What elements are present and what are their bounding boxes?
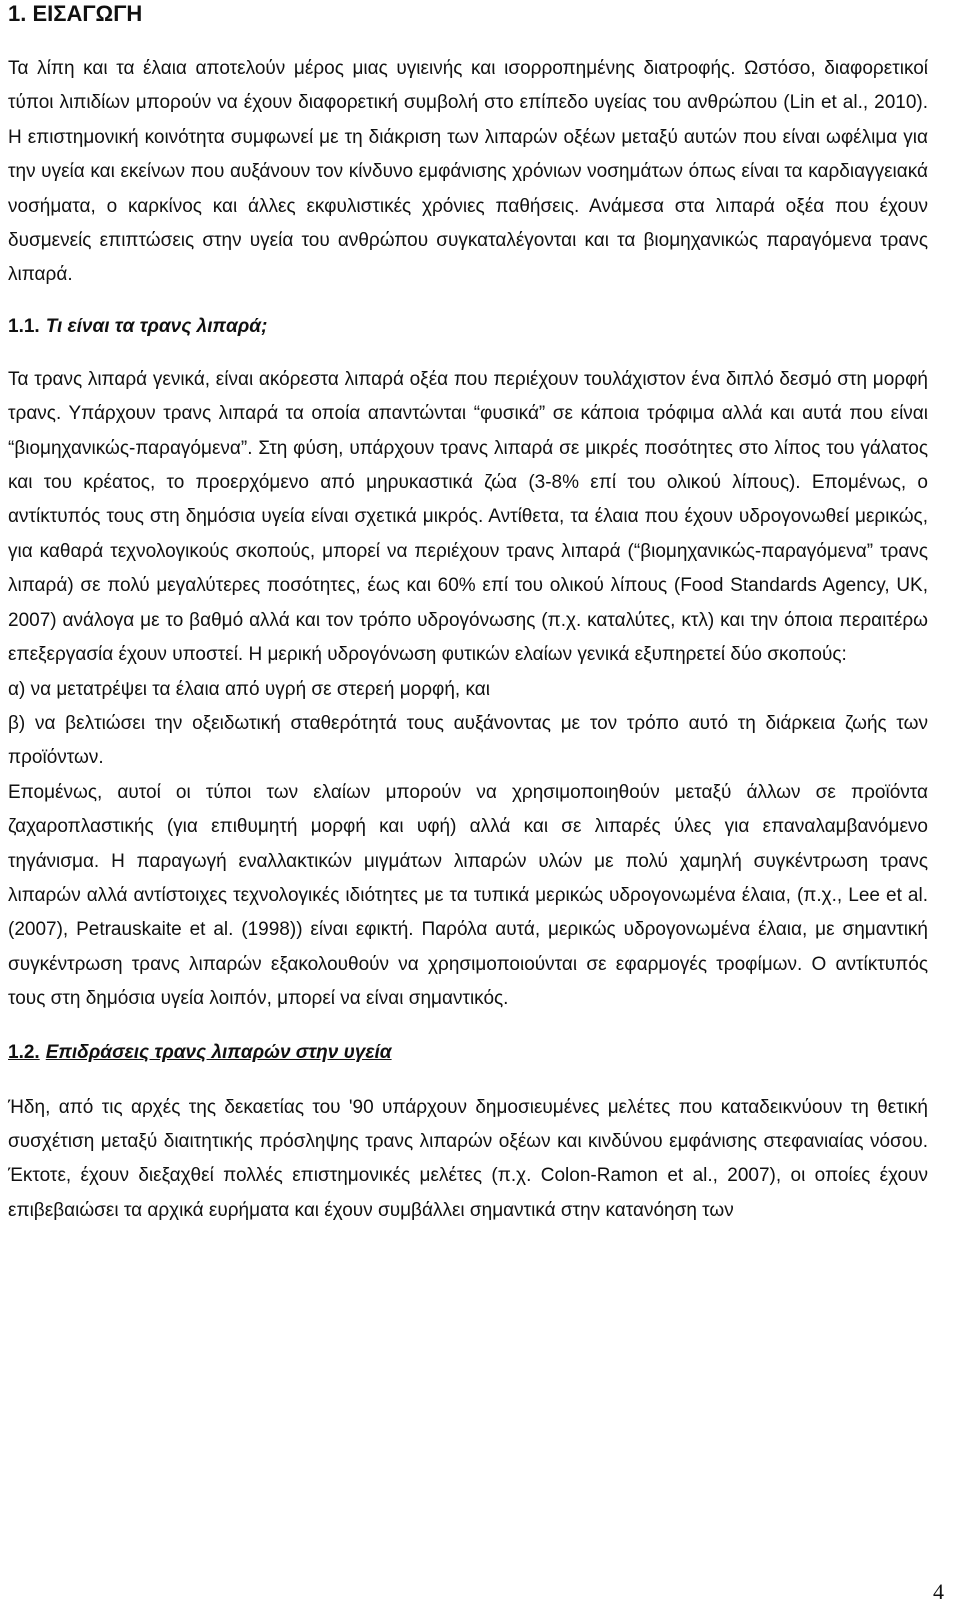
subsection-2-number: 1.2. (8, 1041, 40, 1063)
subsection-2-title: Επιδράσεις τρανς λιπαρών στην υγεία (45, 1041, 392, 1063)
section-heading: 1. ΕΙΣΑΓΩΓΗ (8, 1, 143, 26)
subsection-1-item-b: β) να βελτιώσει την οξειδωτική σταθερότητά τους αυξάνοντας με τον τρόπο αυτό τη διάρκεια ζωής των προϊόντων. (8, 712, 928, 769)
page-number: 4 (933, 1579, 944, 1604)
intro-paragraph: Τα λίπη και τα έλαια αποτελούν μέρος μιας υγιεινής και ισορροπημένης διατροφής. Ωστόσο, διαφορετικοί τύποι λιπιδίων μπορούν να έχουν διαφορετική συμβολή στο επίπεδο υγείας του ανθρώπου (Lin et al., 2010). Η επιστημονική κοινότητα συμφωνεί με τη διάκριση των λιπαρών οξέων μεταξύ αυτών που είναι ωφέλιμα για την υγεία και εκείνων που αυξάνουν τον κίνδυνο εμφάνισης χρόνιων νοσημάτων όπως είναι τα καρδιαγγειακά νοσήματα, ο καρκίνος και άλλες εκφυλιστικές χρόνιες παθήσεις. Ανάμεσα στα λιπαρά οξέα που έχουν δυσμενείς επιπτώσεις στην υγεία του ανθρώπου συγκαταλέγονται και τα βιομηχανικώς παραγόμενα τρανς λιπαρά. (8, 58, 928, 286)
subsection-2-paragraph: Ήδη, από τις αρχές της δεκαετίας του '90 υπάρχουν δημοσιευμένες μελέτες που καταδεικνύουν τη θετική συσχέτιση μεταξύ διαιτητικής πρόσληψης τρανς λιπαρών οξέων και κινδύνου εμφάνισης στεφανιαίας νόσου. Έκτοτε, έχουν διεξαχθεί πολλές επιστημονικές μελέτες (π.χ. Colon-Ramon et al., 2007), οι οποίες έχουν επιβεβαιώσει τα αρχικά ευρήματα και έχουν συμβάλλει σημαντικά στην κατανόηση των (8, 1096, 928, 1221)
subsection-1-item-a: α) να μετατρέψει τα έλαια από υγρή σε στερεή μορφή, και (8, 678, 490, 700)
subsection-1-paragraph-after: Επομένως, αυτοί οι τύποι των ελαίων μπορούν να χρησιμοποιηθούν μεταξύ άλλων σε προϊόντα ζαχαροπλαστικής (για επιθυμητή μορφή και υφή) αλλά και σε λιπαρές ύλες για επαναλαμβανόμενο τηγάνισμα. Η παραγωγή εναλλακτικών μιγμάτων λιπαρών υλών με πολύ χαμηλή συγκέντρωση τρανς λιπαρών αλλά αντίστοιχες τεχνολογικές ιδιότητες με τα τυπικά μερικώς υδρογονωμένα έλαια, (π.χ., Lee et al. (2007), Petrauskaite et al. (1998)) είναι εφικτή. Παρόλα αυτά, μερικώς υδρογονωμένα έλαια, με σημαντική συγκέντρωση τρανς λιπαρών εξακολουθούν να χρησιμοποιούνται σε εφαρμογές τροφίμων. Ο αντίκτυπός τους στη δημόσια υγεία λοιπόν, μπορεί να είναι σημαντικός. (8, 781, 928, 1010)
subsection-1-paragraph-main: Τα τρανς λιπαρά γενικά, είναι ακόρεστα λιπαρά οξέα που περιέχουν τουλάχιστον ένα διπλό δεσμό στη μορφή τρανς. Υπάρχουν τρανς λιπαρά τα οποία απαντώνται “φυσικά” σε κάποια τρόφιμα αλλά και αυτά που είναι “βιομηχανικώς-παραγόμενα”. Στη φύση, υπάρχουν τρανς λιπαρά σε μικρές ποσότητες στο λίπος του γάλατος και του κρέατος, το προερχόμενο από μηρυκαστικά ζώα (3-8% επί του ολικού λίπους). Επομένως, ο αντίκτυπός τους στη δημόσια υγεία είναι σχετικά μικρός. Αντίθετα, τα έλαια που έχουν υδρογονωθεί μερικώς, για καθαρά τεχνολογικούς σκοπούς, μπορεί να περιέχουν τρανς λιπαρά (“βιομηχανικώς-παραγόμενα” τρανς λιπαρά) σε πολύ μεγαλύτερες ποσότητες, έως και 60% επί του ολικού λίπους (Food Standards Agency, UK, 2007) ανάλογα με το βαθμό αλλά και τον τρόπο υδρογόνωσης (π.χ. καταλύτες, κτλ) και την όποια περαιτέρω επεξεργασία έχουν υποστεί. Η μερική υδρογόνωση φυτικών ελαίων γενικά εξυπηρετεί δύο σκοπούς: (8, 368, 928, 666)
subsection-1-heading (8, 313, 928, 341)
subsection-1-title: Τι είναι τα τρανς λιπαρά; (45, 315, 268, 337)
document-page (8, 0, 928, 1228)
subsection-2-heading (8, 1039, 928, 1067)
subsection-1-number: 1.1. (8, 315, 40, 337)
